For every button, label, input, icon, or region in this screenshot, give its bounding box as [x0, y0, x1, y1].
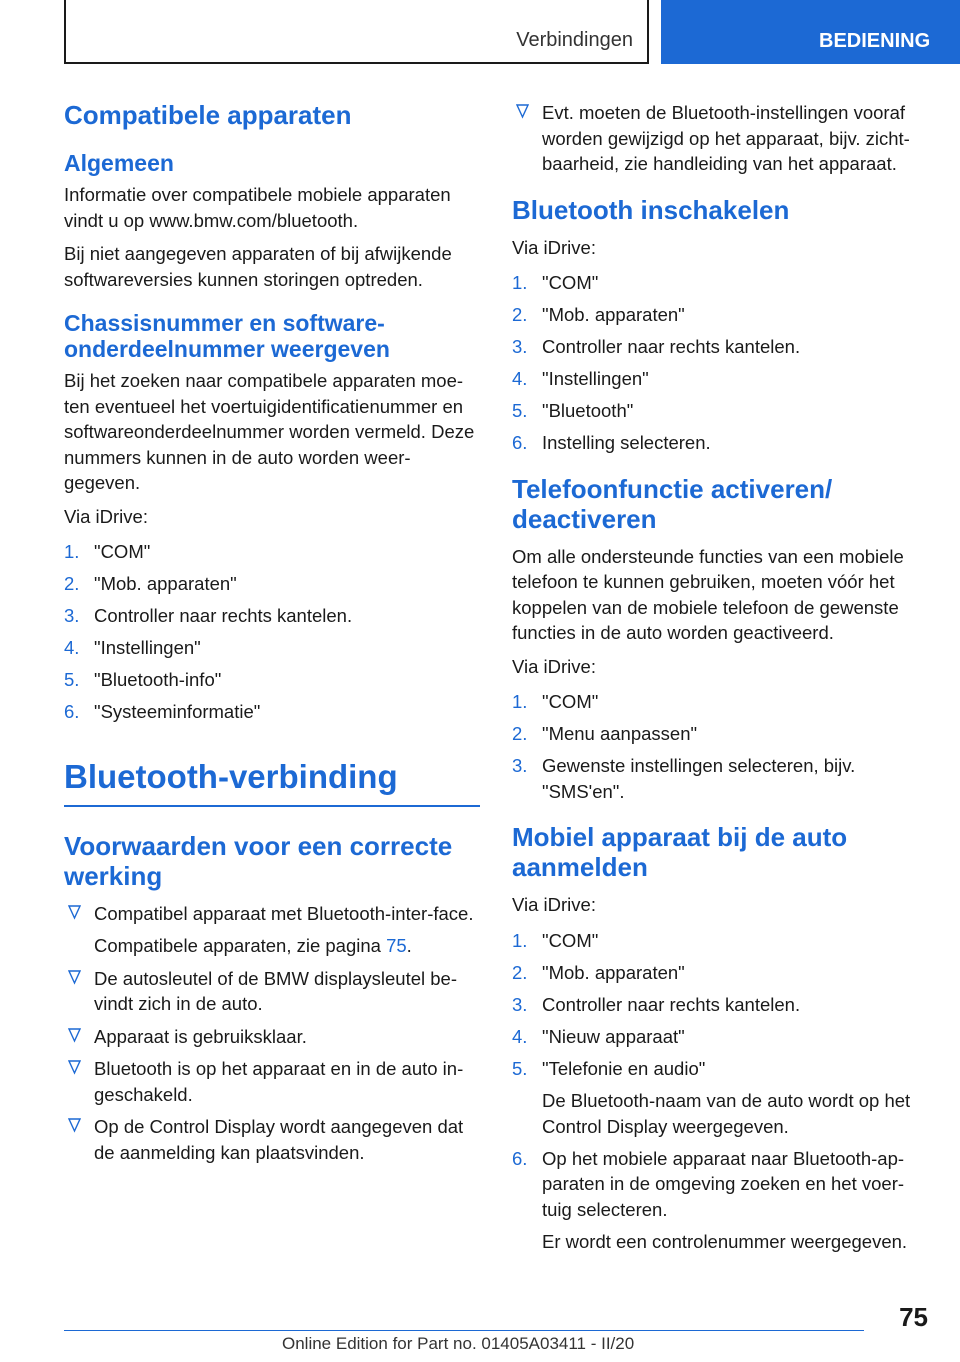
list-item: 3. Controller naar rechts kantelen.	[512, 336, 801, 357]
steps-list-telefoon	[512, 689, 928, 804]
right-column	[512, 100, 928, 1263]
list-item: 2. "Mob. apparaten"	[64, 573, 237, 594]
list-item: 4. "Nieuw apparaat"	[512, 1025, 685, 1047]
list-item: 2. "Mob. apparaten"	[512, 304, 685, 325]
steps-list-systeeminfo	[64, 539, 480, 725]
list-item: 3. Controller naar rechts kantelen.	[512, 993, 801, 1015]
left-column	[64, 100, 480, 1173]
paragraph-algemeen-1: Informatie over compatibele mobiele apparaten vindt u op www.bmw.com/bluetooth.	[64, 184, 451, 231]
page-number: 75	[899, 1302, 928, 1332]
list-item: De autosleutel of de BMW displaysleutel be-vindt zich in de auto.	[64, 966, 480, 1017]
header-section-box	[64, 0, 649, 64]
list-item: 1. "COM"	[512, 691, 599, 712]
section-title: Verbindingen	[516, 29, 633, 51]
list-item: 5. "Bluetooth-info"	[64, 669, 222, 690]
list-item: 1. "COM"	[512, 272, 599, 293]
list-item: Compatibel apparaat met Bluetooth-inter-face. Compatibele apparaten, zie pagina 75.	[64, 901, 480, 959]
via-idrive-label: Via iDrive:	[512, 236, 596, 258]
list-item: 6. "Systeeminformatie"	[64, 701, 261, 722]
heading-chassisnummer: Chassisnummer en software-onderdeelnummer weergeven	[64, 310, 390, 362]
paragraph-algemeen-2: Bij niet aangegeven apparaten of bij afwijkende softwareversies kunnen storingen optreden.	[64, 243, 452, 290]
heading-telefoonfunctie: Telefoonfunctie activeren/ deactiveren	[512, 473, 833, 534]
steps-list-bluetooth	[512, 270, 928, 456]
list-item: 1. "COM"	[512, 929, 599, 951]
triangle-bullet-icon	[68, 1060, 81, 1075]
list-item: Op de Control Display wordt aangegeven dat de aanmelding kan plaatsvinden.	[64, 1114, 480, 1165]
triangle-bullet-icon	[68, 905, 81, 920]
triangle-bullet-icon	[68, 970, 81, 985]
list-item: 3. Controller naar rechts kantelen.	[64, 605, 353, 626]
list-item: 5. "Bluetooth"	[512, 400, 634, 421]
list-item: Bluetooth is op het apparaat en in de auto in-geschakeld.	[64, 1056, 480, 1107]
via-idrive-label: Via iDrive:	[64, 505, 148, 527]
list-item: 6. Op het mobiele apparaat naar Bluetooth-ap-paraten in de omgeving zoeken en het voer-tuig selecteren. Er wordt een controlenummer weergegeven.	[512, 1147, 908, 1252]
heading-bluetooth-inschakelen: Bluetooth inschakelen	[512, 194, 790, 225]
list-item: 5. "Telefonie en audio" De Bluetooth-naam van de auto wordt op het Control Display weergegeven.	[512, 1057, 911, 1137]
chapter-tab-label: BEDIENING	[819, 30, 931, 52]
chapter-tab	[661, 0, 960, 64]
list-item: 1. "COM"	[64, 541, 151, 562]
triangle-bullet-icon	[68, 1118, 81, 1133]
triangle-bullet-icon	[516, 104, 529, 119]
steps-list-aanmelden	[512, 928, 928, 1255]
list-item: 6. Instelling selecteren.	[512, 432, 711, 453]
footer-edition: Online Edition for Part no. 01405A03411 - II/20	[282, 1334, 635, 1353]
list-item: 4. "Instellingen"	[512, 368, 649, 389]
list-item: 4. "Instellingen"	[64, 637, 201, 658]
heading-compatibele-apparaten: Compatibele apparaten	[64, 100, 352, 130]
paragraph-chassisnummer: Bij het zoeken naar compatibele apparaten moe-ten eventueel het voertuigidentificatienummer en softwareonderdeelnummer worden vermeld. Deze nummers kunnen in de auto worden weer-gegeven.	[64, 370, 475, 493]
via-idrive-label: Via iDrive:	[512, 655, 596, 677]
list-item: 2. "Mob. apparaten"	[512, 961, 685, 983]
paragraph-telefoonfunctie: Om alle ondersteunde functies van een mobiele telefoon te kunnen gebruiken, moeten vóór het koppelen van de mobiele telefoon de gewenste functies in de auto worden geactiveerd.	[512, 545, 904, 643]
list-item: Evt. moeten de Bluetooth-instellingen vooraf worden gewijzigd op het apparaat, bijv. zicht-baarheid, zie handleiding van het apparaat.	[512, 100, 928, 177]
triangle-bullet-icon	[68, 1028, 81, 1043]
via-idrive-label: Via iDrive:	[512, 894, 596, 915]
bluetooth-settings-note	[512, 100, 928, 177]
list-item: Apparaat is gebruiksklaar.	[64, 1024, 480, 1050]
heading-voorwaarden: Voorwaarden voor een correcte werking	[64, 830, 453, 891]
heading-mobiel-apparaat: Mobiel apparaat bij de auto aanmelden	[512, 822, 848, 882]
footer-divider	[64, 1330, 864, 1331]
page-reference-link[interactable]: 75	[386, 935, 407, 956]
list-item: 2. "Menu aanpassen"	[512, 723, 698, 744]
heading-bluetooth-verbinding: Bluetooth-verbinding	[64, 755, 480, 807]
list-item: 3. Gewenste instellingen selecteren, bijv. "SMS'en".	[512, 755, 856, 802]
requirements-list	[64, 901, 480, 1166]
heading-algemeen: Algemeen	[64, 150, 174, 176]
